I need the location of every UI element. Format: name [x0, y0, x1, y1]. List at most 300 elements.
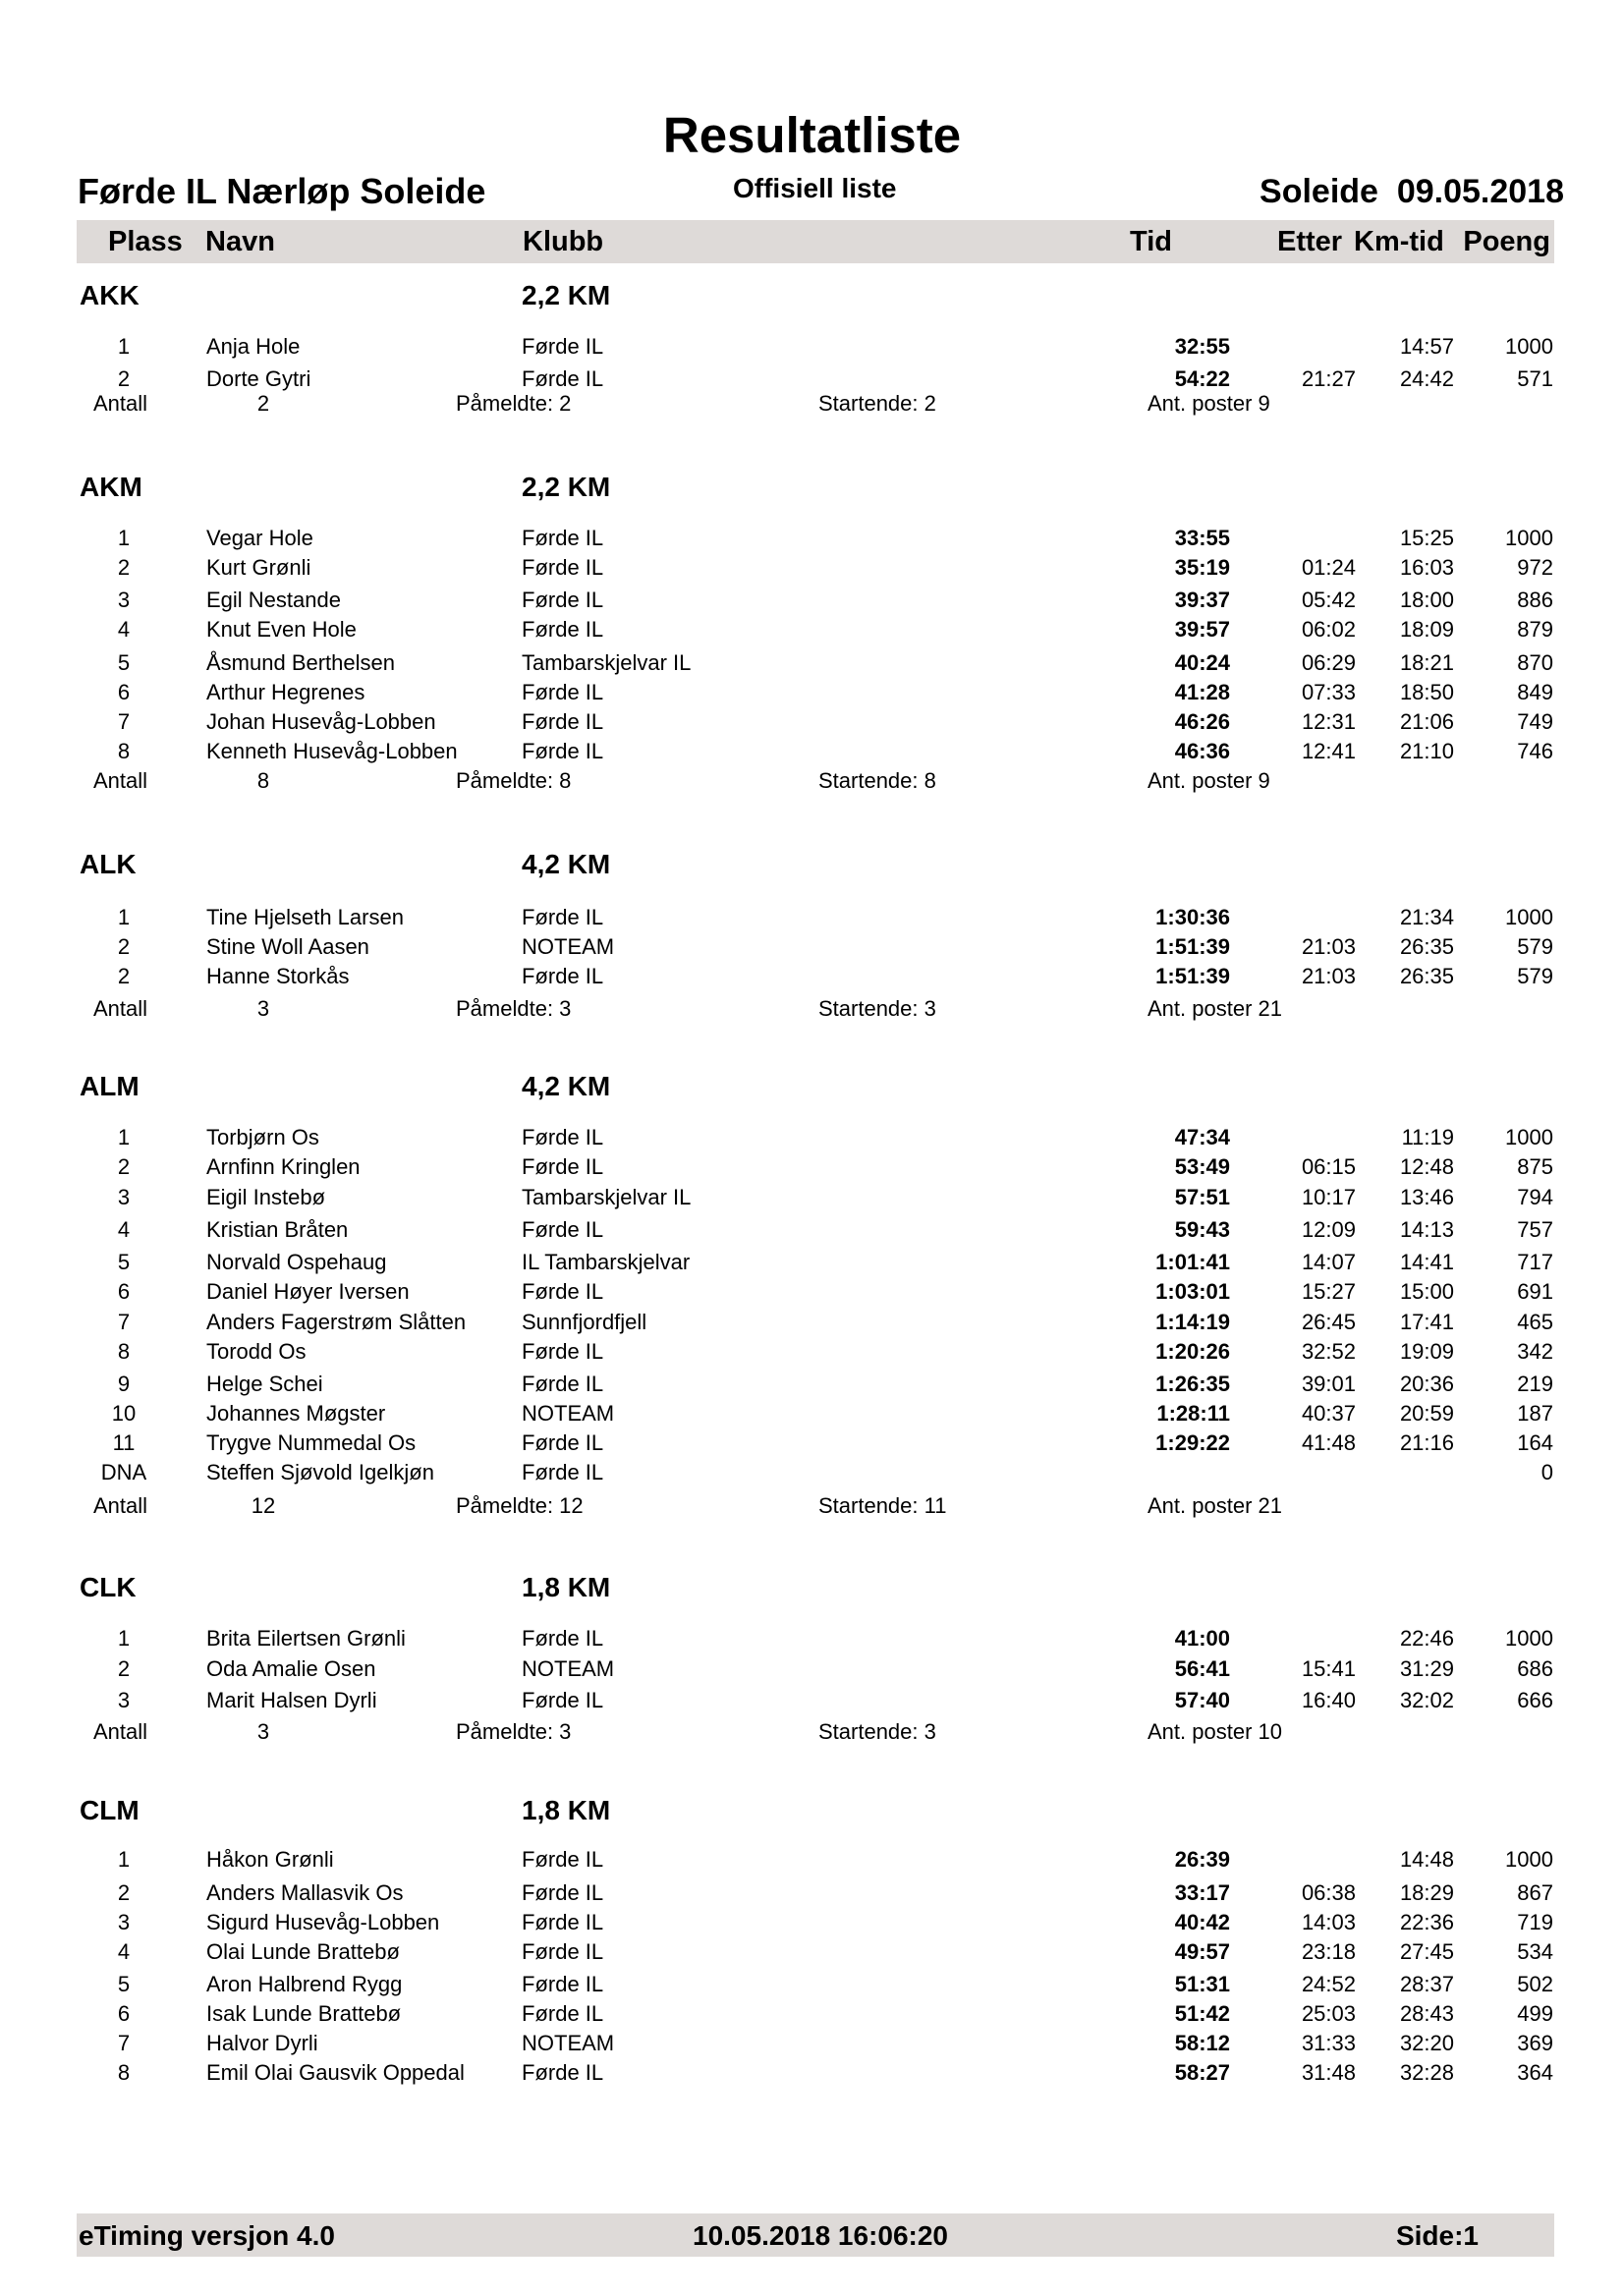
- points-cell: 717: [1517, 1250, 1553, 1274]
- place-cell: 4: [117, 1217, 131, 1242]
- club-cell: Førde IL: [522, 1626, 604, 1651]
- place-cell: 2: [117, 1880, 131, 1905]
- time-cell: 40:42: [1174, 1910, 1230, 1934]
- points-cell: 534: [1517, 1939, 1553, 1964]
- result-row: [0, 1248, 1624, 1277]
- points-cell: 1000: [1505, 334, 1553, 359]
- column-navn: Navn: [205, 226, 275, 257]
- club-cell: Sunnfjordfjell: [522, 1310, 647, 1334]
- km-time-cell: 21:06: [1399, 709, 1454, 734]
- class-name: CLK: [80, 1572, 137, 1602]
- result-row: [0, 2058, 1624, 2088]
- club-cell: Førde IL: [522, 334, 604, 359]
- club-cell: Førde IL: [522, 1460, 604, 1484]
- result-row: [0, 678, 1624, 707]
- club-cell: Førde IL: [522, 555, 604, 580]
- summary-label: Antall: [93, 768, 148, 793]
- points-cell: 867: [1517, 1880, 1553, 1905]
- result-row: [0, 1370, 1624, 1399]
- name-cell: Aron Halbrend Rygg: [206, 1972, 403, 1996]
- place-cell: 3: [117, 1910, 131, 1934]
- class-distance: 2,2 KM: [522, 280, 611, 310]
- behind-cell: 06:38: [1301, 1880, 1356, 1905]
- place-cell: 2: [117, 555, 131, 580]
- time-cell: 53:49: [1174, 1154, 1230, 1179]
- club-cell: IL Tambarskjelvar: [522, 1250, 691, 1274]
- time-cell: 51:31: [1174, 1972, 1230, 1996]
- result-row: [0, 332, 1624, 362]
- summary-starters: Startende: 3: [818, 996, 936, 1021]
- name-cell: Emil Olai Gausvik Oppedal: [206, 2060, 465, 2085]
- name-cell: Oda Amalie Osen: [206, 1656, 376, 1681]
- class-distance: 1,8 KM: [522, 1572, 611, 1602]
- summary-starters: Startende: 3: [818, 1719, 936, 1744]
- summary-label: Antall: [93, 1493, 148, 1518]
- place-cell: 8: [117, 1339, 131, 1364]
- place-cell: 6: [117, 680, 131, 704]
- points-cell: 719: [1517, 1910, 1553, 1934]
- place-cell: 7: [117, 709, 131, 734]
- time-cell: 39:37: [1174, 588, 1230, 612]
- time-cell: 1:03:01: [1155, 1279, 1230, 1304]
- place-cell: 5: [117, 650, 131, 675]
- place-cell: 8: [117, 2060, 131, 2085]
- time-cell: 41:00: [1174, 1626, 1230, 1651]
- result-row: [0, 553, 1624, 583]
- km-time-cell: 18:00: [1399, 588, 1454, 612]
- behind-cell: 31:33: [1301, 2031, 1356, 2055]
- behind-cell: 06:15: [1301, 1154, 1356, 1179]
- club-cell: Førde IL: [522, 1125, 604, 1149]
- points-cell: 465: [1517, 1310, 1553, 1334]
- place-cell: 2: [117, 1656, 131, 1681]
- km-time-cell: 19:09: [1399, 1339, 1454, 1364]
- club-cell: Førde IL: [522, 1279, 604, 1304]
- behind-cell: 12:09: [1301, 1217, 1356, 1242]
- name-cell: Kurt Grønli: [206, 555, 311, 580]
- result-row: [0, 2029, 1624, 2058]
- behind-cell: 01:24: [1301, 555, 1356, 580]
- place-cell: 6: [117, 2001, 131, 2026]
- points-cell: 1000: [1505, 1626, 1553, 1651]
- class-summary: [0, 389, 1624, 419]
- km-time-cell: 22:46: [1399, 1626, 1454, 1651]
- points-cell: 879: [1517, 617, 1553, 642]
- result-row: [0, 1337, 1624, 1367]
- points-cell: 849: [1517, 680, 1553, 704]
- summary-label: Antall: [93, 996, 148, 1021]
- result-row: [0, 648, 1624, 678]
- place-cell: 9: [117, 1372, 131, 1396]
- km-time-cell: 17:41: [1399, 1310, 1454, 1334]
- class-summary: [0, 1717, 1624, 1747]
- name-cell: Knut Even Hole: [206, 617, 357, 642]
- time-cell: 1:51:39: [1155, 964, 1230, 988]
- place-cell: 1: [117, 526, 131, 550]
- class-name: CLM: [80, 1795, 140, 1825]
- result-row: [0, 1937, 1624, 1967]
- km-time-cell: 14:13: [1399, 1217, 1454, 1242]
- club-cell: NOTEAM: [522, 2031, 615, 2055]
- points-cell: 187: [1517, 1401, 1553, 1426]
- points-cell: 579: [1517, 964, 1553, 988]
- result-row: [0, 1970, 1624, 1999]
- km-time-cell: 15:25: [1399, 526, 1454, 550]
- name-cell: Olai Lunde Brattebø: [206, 1939, 400, 1964]
- points-cell: 1000: [1505, 526, 1553, 550]
- km-time-cell: 18:21: [1399, 650, 1454, 675]
- summary-registered: Påmeldte: 8: [456, 768, 572, 793]
- points-cell: 794: [1517, 1185, 1553, 1209]
- place-cell: 1: [117, 1847, 131, 1872]
- club-cell: Førde IL: [522, 1688, 604, 1712]
- result-row: [0, 1999, 1624, 2029]
- behind-cell: 21:27: [1301, 366, 1356, 391]
- time-cell: 35:19: [1174, 555, 1230, 580]
- km-time-cell: 20:36: [1399, 1372, 1454, 1396]
- club-cell: Førde IL: [522, 1972, 604, 1996]
- points-cell: 364: [1517, 2060, 1553, 2085]
- behind-cell: 41:48: [1301, 1430, 1356, 1455]
- name-cell: Åsmund Berthelsen: [206, 650, 395, 675]
- summary-controls: Ant. poster 9: [1148, 391, 1270, 416]
- location-date: Soleide 09.05.2018: [1260, 173, 1564, 210]
- name-cell: Arthur Hegrenes: [206, 680, 365, 704]
- name-cell: Torodd Os: [206, 1339, 307, 1364]
- name-cell: Isak Lunde Brattebø: [206, 2001, 402, 2026]
- club-cell: Førde IL: [522, 1910, 604, 1934]
- km-time-cell: 21:16: [1399, 1430, 1454, 1455]
- name-cell: Brita Eilertsen Grønli: [206, 1626, 406, 1651]
- club-cell: Førde IL: [522, 709, 604, 734]
- time-cell: 1:20:26: [1155, 1339, 1230, 1364]
- time-cell: 56:41: [1174, 1656, 1230, 1681]
- print-timestamp: 10.05.2018 16:06:20: [693, 2220, 948, 2251]
- list-type: Offisiell liste: [733, 173, 897, 203]
- km-time-cell: 21:34: [1399, 905, 1454, 929]
- behind-cell: 32:52: [1301, 1339, 1356, 1364]
- club-cell: Førde IL: [522, 617, 604, 642]
- time-cell: 1:26:35: [1155, 1372, 1230, 1396]
- time-cell: 39:57: [1174, 617, 1230, 642]
- summary-count: 2: [256, 391, 270, 416]
- km-time-cell: 12:48: [1399, 1154, 1454, 1179]
- points-cell: 219: [1517, 1372, 1553, 1396]
- result-row: [0, 1624, 1624, 1653]
- footer-bar: [77, 2213, 1554, 2257]
- time-cell: 51:42: [1174, 2001, 1230, 2026]
- summary-label: Antall: [93, 1719, 148, 1744]
- km-time-cell: 28:43: [1399, 2001, 1454, 2026]
- name-cell: Torbjørn Os: [206, 1125, 319, 1149]
- column-etter: Etter: [1277, 226, 1343, 257]
- name-cell: Daniel Høyer Iversen: [206, 1279, 410, 1304]
- club-cell: Førde IL: [522, 526, 604, 550]
- km-time-cell: 18:29: [1399, 1880, 1454, 1905]
- time-cell: 1:30:36: [1155, 905, 1230, 929]
- result-row: [0, 1215, 1624, 1245]
- behind-cell: 24:52: [1301, 1972, 1356, 1996]
- column-tid: Tid: [1130, 226, 1172, 257]
- place-cell: 3: [117, 1185, 131, 1209]
- time-cell: 46:36: [1174, 739, 1230, 763]
- place-cell: 6: [117, 1279, 131, 1304]
- name-cell: Trygve Nummedal Os: [206, 1430, 417, 1455]
- time-cell: 1:28:11: [1156, 1401, 1230, 1426]
- software-version: eTiming versjon 4.0: [79, 2220, 335, 2251]
- club-cell: Førde IL: [522, 2001, 604, 2026]
- result-row: [0, 586, 1624, 615]
- behind-cell: 15:27: [1301, 1279, 1356, 1304]
- summary-registered: Påmeldte: 2: [456, 391, 572, 416]
- km-time-cell: 21:10: [1399, 739, 1454, 763]
- club-cell: Førde IL: [522, 1339, 604, 1364]
- club-cell: Førde IL: [522, 2060, 604, 2085]
- result-row: [0, 1458, 1624, 1487]
- place-cell: 1: [117, 1626, 131, 1651]
- km-time-cell: 14:41: [1399, 1250, 1454, 1274]
- result-row: [0, 1845, 1624, 1875]
- time-cell: 41:28: [1174, 680, 1230, 704]
- behind-cell: 40:37: [1301, 1401, 1356, 1426]
- club-cell: Førde IL: [522, 1880, 604, 1905]
- summary-starters: Startende: 8: [818, 768, 936, 793]
- behind-cell: 05:42: [1301, 588, 1356, 612]
- behind-cell: 16:40: [1301, 1688, 1356, 1712]
- summary-registered: Påmeldte: 3: [456, 1719, 572, 1744]
- time-cell: 1:51:39: [1155, 934, 1230, 959]
- name-cell: Dorte Gytri: [206, 366, 311, 391]
- time-cell: 1:29:22: [1155, 1430, 1230, 1455]
- behind-cell: 10:17: [1301, 1185, 1356, 1209]
- place-cell: 4: [117, 1939, 131, 1964]
- result-row: [0, 1123, 1624, 1152]
- km-time-cell: 11:19: [1401, 1125, 1454, 1149]
- km-time-cell: 27:45: [1399, 1939, 1454, 1964]
- page-number: Side:1: [1395, 2220, 1479, 2251]
- page-title: Resultatliste: [662, 107, 962, 163]
- behind-cell: 06:29: [1301, 650, 1356, 675]
- time-cell: 33:17: [1174, 1880, 1230, 1905]
- result-row: [0, 1152, 1624, 1182]
- name-cell: Vegar Hole: [206, 526, 313, 550]
- km-time-cell: 13:46: [1399, 1185, 1454, 1209]
- column-poeng: Poeng: [1463, 226, 1550, 257]
- club-cell: Førde IL: [522, 1430, 604, 1455]
- result-row: [0, 1428, 1624, 1458]
- km-time-cell: 18:09: [1399, 617, 1454, 642]
- behind-cell: 12:41: [1301, 739, 1356, 763]
- class-distance: 2,2 KM: [522, 472, 611, 502]
- place-cell: 5: [117, 1972, 131, 1996]
- summary-controls: Ant. poster 21: [1148, 1493, 1282, 1518]
- name-cell: Kristian Bråten: [206, 1217, 349, 1242]
- club-cell: NOTEAM: [522, 934, 615, 959]
- km-time-cell: 32:28: [1399, 2060, 1454, 2085]
- place-cell: 3: [117, 588, 131, 612]
- place-cell: 7: [117, 1310, 131, 1334]
- club-cell: Førde IL: [522, 366, 604, 391]
- class-summary: [0, 766, 1624, 796]
- behind-cell: 07:33: [1301, 680, 1356, 704]
- class-summary: [0, 994, 1624, 1024]
- time-cell: 1:14:19: [1155, 1310, 1230, 1334]
- club-cell: Førde IL: [522, 1939, 604, 1964]
- name-cell: Stine Woll Aasen: [206, 934, 369, 959]
- club-cell: Førde IL: [522, 680, 604, 704]
- points-cell: 579: [1517, 934, 1553, 959]
- time-cell: 49:57: [1174, 1939, 1230, 1964]
- km-time-cell: 20:59: [1399, 1401, 1454, 1426]
- points-cell: 666: [1517, 1688, 1553, 1712]
- time-cell: 57:40: [1174, 1688, 1230, 1712]
- points-cell: 369: [1517, 2031, 1553, 2055]
- class-name: AKK: [80, 280, 140, 310]
- time-cell: 40:24: [1174, 650, 1230, 675]
- summary-count: 8: [256, 768, 270, 793]
- behind-cell: 14:07: [1301, 1250, 1356, 1274]
- points-cell: 886: [1517, 588, 1553, 612]
- result-row: [0, 903, 1624, 932]
- points-cell: 1000: [1505, 1125, 1553, 1149]
- place-cell: DNA: [100, 1460, 147, 1484]
- behind-cell: 15:41: [1301, 1656, 1356, 1681]
- result-row: [0, 932, 1624, 962]
- time-cell: 1:01:41: [1155, 1250, 1230, 1274]
- points-cell: 686: [1517, 1656, 1553, 1681]
- km-time-cell: 32:02: [1399, 1688, 1454, 1712]
- time-cell: 58:27: [1174, 2060, 1230, 2085]
- place-cell: 10: [111, 1401, 137, 1426]
- place-cell: 11: [112, 1430, 136, 1455]
- summary-registered: Påmeldte: 12: [456, 1493, 584, 1518]
- behind-cell: 12:31: [1301, 709, 1356, 734]
- name-cell: Steffen Sjøvold Igelkjøn: [206, 1460, 434, 1484]
- time-cell: 47:34: [1174, 1125, 1230, 1149]
- class-distance: 4,2 KM: [522, 1071, 611, 1101]
- points-cell: 691: [1517, 1279, 1553, 1304]
- summary-count: 3: [256, 1719, 270, 1744]
- behind-cell: 23:18: [1301, 1939, 1356, 1964]
- points-cell: 746: [1517, 739, 1553, 763]
- club-cell: Førde IL: [522, 1154, 604, 1179]
- place-cell: 2: [117, 1154, 131, 1179]
- summary-registered: Påmeldte: 3: [456, 996, 572, 1021]
- result-row: [0, 1183, 1624, 1212]
- summary-count: 3: [256, 996, 270, 1021]
- km-time-cell: 28:37: [1399, 1972, 1454, 1996]
- summary-label: Antall: [93, 391, 148, 416]
- km-time-cell: 15:00: [1399, 1279, 1454, 1304]
- name-cell: Egil Nestande: [206, 588, 341, 612]
- name-cell: Håkon Grønli: [206, 1847, 334, 1872]
- km-time-cell: 18:50: [1399, 680, 1454, 704]
- club-cell: Førde IL: [522, 588, 604, 612]
- club-cell: Tambarskjelvar IL: [522, 1185, 692, 1209]
- result-row: [0, 1654, 1624, 1684]
- result-row: [0, 1686, 1624, 1715]
- time-cell: 32:55: [1174, 334, 1230, 359]
- place-cell: 1: [117, 334, 131, 359]
- club-cell: Førde IL: [522, 1217, 604, 1242]
- class-name: AKM: [80, 472, 142, 502]
- summary-starters: Startende: 2: [818, 391, 936, 416]
- result-row: [0, 1908, 1624, 1937]
- class-distance: 1,8 KM: [522, 1795, 611, 1825]
- km-time-cell: 14:48: [1399, 1847, 1454, 1872]
- name-cell: Hanne Storkås: [206, 964, 350, 988]
- column-kmtid: Km-tid: [1354, 226, 1444, 257]
- club-cell: Førde IL: [522, 964, 604, 988]
- class-distance: 4,2 KM: [522, 849, 611, 879]
- km-time-cell: 26:35: [1399, 934, 1454, 959]
- points-cell: 0: [1540, 1460, 1553, 1484]
- points-cell: 870: [1517, 650, 1553, 675]
- result-row: [0, 962, 1624, 991]
- class-name: ALM: [80, 1071, 140, 1101]
- place-cell: 2: [117, 934, 131, 959]
- name-cell: Sigurd Husevåg-Lobben: [206, 1910, 440, 1934]
- time-cell: 46:26: [1174, 709, 1230, 734]
- class-summary: [0, 1491, 1624, 1521]
- time-cell: 58:12: [1174, 2031, 1230, 2055]
- name-cell: Anja Hole: [206, 334, 301, 359]
- name-cell: Marit Halsen Dyrli: [206, 1688, 377, 1712]
- summary-controls: Ant. poster 21: [1148, 996, 1282, 1021]
- points-cell: 499: [1517, 2001, 1553, 2026]
- name-cell: Kenneth Husevåg-Lobben: [206, 739, 458, 763]
- km-time-cell: 24:42: [1399, 366, 1454, 391]
- column-klubb: Klubb: [523, 226, 604, 257]
- summary-controls: Ant. poster 10: [1148, 1719, 1282, 1744]
- event-name: Førde IL Nærløp Soleide: [78, 171, 486, 211]
- km-time-cell: 31:29: [1399, 1656, 1454, 1681]
- name-cell: Tine Hjelseth Larsen: [206, 905, 404, 929]
- place-cell: 1: [117, 1125, 131, 1149]
- summary-count: 12: [251, 1493, 276, 1518]
- result-row: [0, 1399, 1624, 1428]
- behind-cell: 21:03: [1301, 934, 1356, 959]
- place-cell: 2: [117, 366, 131, 391]
- name-cell: Halvor Dyrli: [206, 2031, 318, 2055]
- km-time-cell: 14:57: [1399, 334, 1454, 359]
- behind-cell: 39:01: [1301, 1372, 1356, 1396]
- behind-cell: 21:03: [1301, 964, 1356, 988]
- place-cell: 2: [117, 964, 131, 988]
- column-plass: Plass: [108, 226, 183, 257]
- behind-cell: 26:45: [1301, 1310, 1356, 1334]
- points-cell: 164: [1517, 1430, 1553, 1455]
- result-row: [0, 737, 1624, 766]
- km-time-cell: 16:03: [1399, 555, 1454, 580]
- club-cell: Førde IL: [522, 1372, 604, 1396]
- name-cell: Johannes Møgster: [206, 1401, 386, 1426]
- name-cell: Anders Mallasvik Os: [206, 1880, 404, 1905]
- place-cell: 7: [117, 2031, 131, 2055]
- behind-cell: 25:03: [1301, 2001, 1356, 2026]
- behind-cell: 14:03: [1301, 1910, 1356, 1934]
- result-row: [0, 1277, 1624, 1307]
- behind-cell: 31:48: [1301, 2060, 1356, 2085]
- result-row: [0, 1878, 1624, 1908]
- club-cell: NOTEAM: [522, 1656, 615, 1681]
- summary-starters: Startende: 11: [818, 1493, 947, 1518]
- points-cell: 972: [1517, 555, 1553, 580]
- place-cell: 3: [117, 1688, 131, 1712]
- time-cell: 33:55: [1174, 526, 1230, 550]
- result-row: [0, 707, 1624, 737]
- km-time-cell: 26:35: [1399, 964, 1454, 988]
